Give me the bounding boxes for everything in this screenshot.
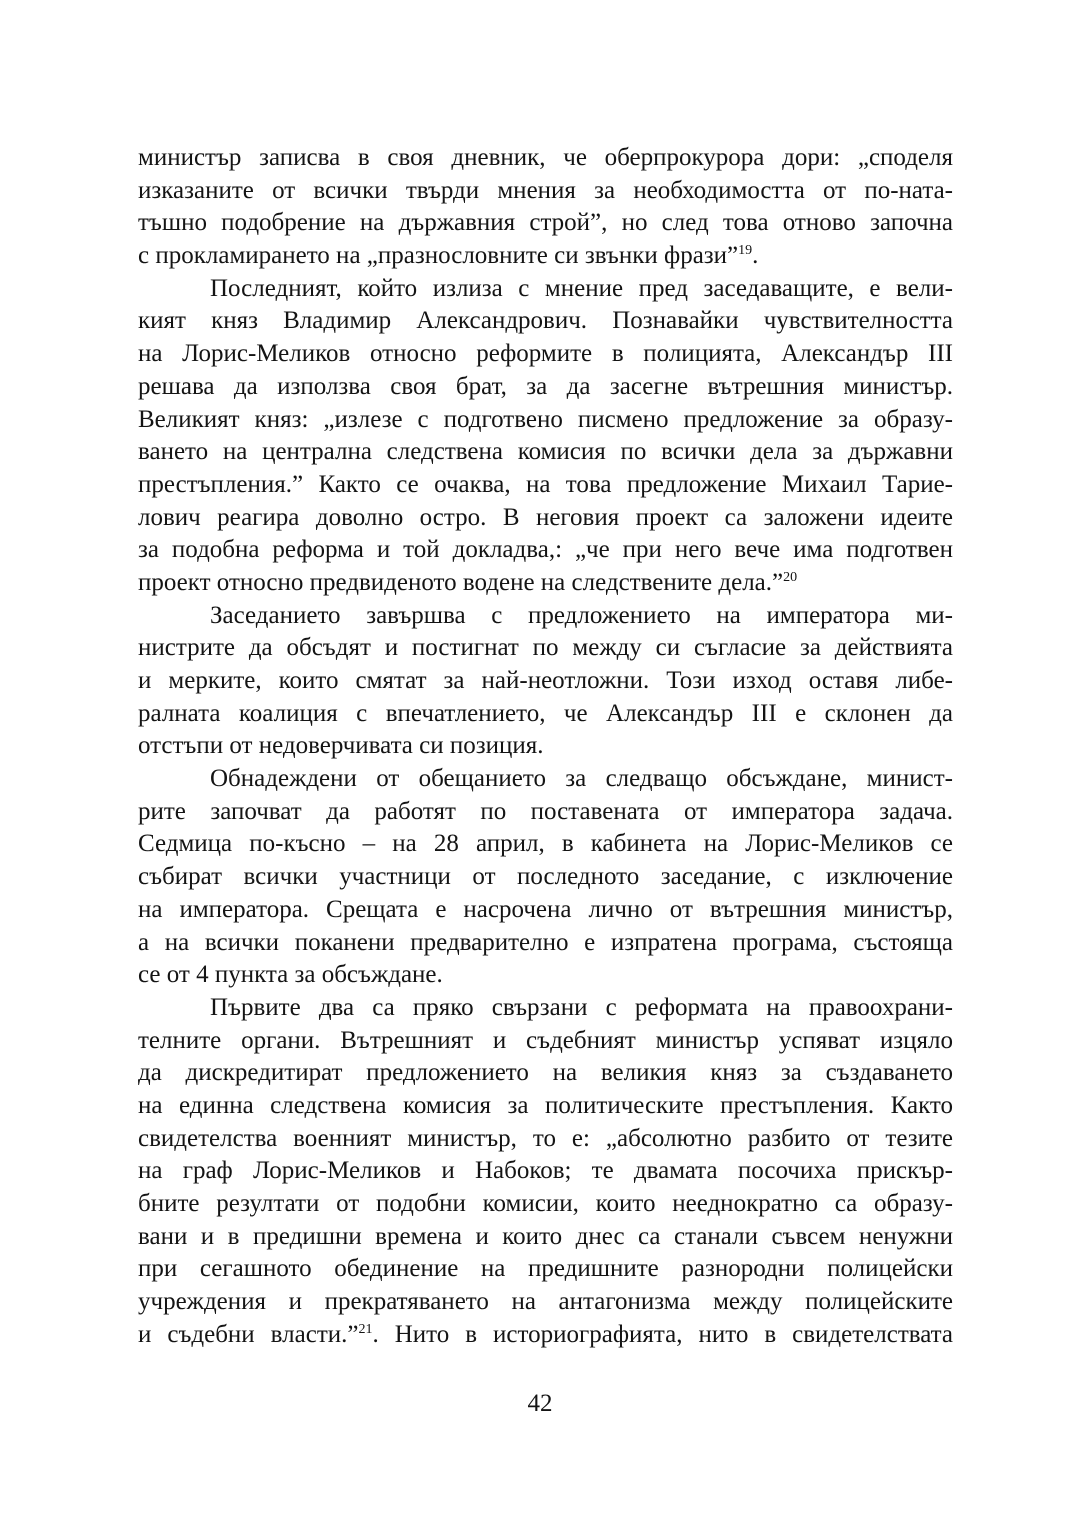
text-line: [138, 796, 953, 829]
line-text: да дискредитират предложението на великия княз за създаването: [138, 1059, 953, 1087]
text-line: [138, 142, 953, 175]
text-line: [138, 1221, 953, 1254]
text-line: [138, 371, 953, 404]
line-text: Обнадеждени от обещанието за следващо обсъждане, минист-: [210, 765, 953, 793]
line-text: изказаните от всички твърди мнения за необходимостта от по-ната-: [138, 176, 953, 204]
line-text: учреждения и прекратяването на антагонизма между полицейските: [138, 1288, 953, 1316]
line-text: при сегашното обединение на предишните разнородни полицейски: [138, 1255, 953, 1283]
line-text: за подобна реформа и той докладва,: „че при него вече има подготвен: [138, 536, 953, 564]
text-line: [138, 273, 953, 306]
text-line: [138, 502, 953, 535]
line-text: проект относно предвиденото водене на следствените дела.”: [138, 568, 784, 596]
text-line: [138, 1188, 953, 1221]
text-line: [138, 436, 953, 469]
text-line: [138, 665, 953, 698]
line-text: министър записва в своя дневник, че оберпрокурора дори: „споделя: [138, 144, 953, 171]
text-line: [138, 698, 953, 731]
text-line: [138, 207, 953, 240]
text-line: [138, 469, 953, 502]
text-line: [138, 1090, 953, 1123]
text-line: [138, 338, 953, 371]
line-text: ралната коалиция с впечатлението, че Александър III е склонен да: [138, 699, 953, 727]
line-text: свидетелства военният министър, то е: „абсолютно разбито от тезите: [138, 1124, 953, 1152]
text-line: [138, 632, 953, 665]
line-text: кият княз Владимир Александрович. Познавайки чувствителността: [138, 307, 953, 335]
text-line: [138, 1057, 953, 1090]
paragraph: [138, 142, 953, 273]
line-text: и съдебни власти.”: [138, 1320, 359, 1348]
text-line: [138, 1286, 953, 1319]
line-text: на граф Лорис-Меликов и Набоков; те двамата посочиха прискър-: [138, 1157, 953, 1185]
line-text: с прокламирането на „празнословните си звънки фрази”: [138, 242, 739, 270]
text-line: [138, 730, 953, 763]
text-line: [138, 1155, 953, 1188]
line-text: рите започват да работят по поставената от императора задача.: [138, 797, 953, 825]
paragraph: [138, 273, 953, 600]
paragraph: [138, 600, 953, 763]
text-line: [138, 861, 953, 894]
footnote-reference: 20: [783, 569, 798, 585]
line-text: Последният, който излиза с мнение пред заседаващите, е вели-: [210, 274, 953, 302]
line-text: събират всички участници от последното заседание, с изключение: [138, 863, 953, 891]
line-text: отстъпи от недоверчивата си позиция.: [138, 732, 544, 760]
line-text: се от 4 пункта за обсъждане.: [138, 961, 443, 989]
paragraph: [138, 763, 953, 992]
text-line: [138, 959, 953, 992]
text-line: [138, 240, 953, 273]
text-line: [138, 828, 953, 861]
line-text: лович реагира доволно остро. В неговия проект са заложени идеите: [138, 503, 953, 531]
line-text: и мерките, които смятат за най-неотложни. Този изход оставя либе-: [138, 667, 953, 694]
line-text: а на всички поканени предварително е изпратена програма, състояща: [138, 928, 953, 956]
text-line: [138, 600, 953, 633]
line-text: бните резултати от подобни комисии, които нееднократно са образу-: [138, 1190, 953, 1217]
text-line: [138, 1319, 953, 1352]
line-text-continuation: . Нито в историографията, нито в свидетелствата: [372, 1320, 953, 1348]
footnote-reference: 21: [358, 1321, 373, 1337]
text-line: [138, 894, 953, 927]
line-text: телните органи. Вътрешният и съдебният министър успяват изцяло: [138, 1026, 953, 1054]
text-line: [138, 567, 953, 600]
line-text: Седмица по-късно – на 28 април, в кабинета на Лорис-Меликов се: [138, 830, 953, 858]
line-text: Великият княз: „излезе с подготвено писмено предложение за образу-: [138, 405, 953, 433]
line-text-continuation: .: [752, 242, 759, 270]
line-text: на Лорис-Меликов относно реформите в полицията, Александър III: [138, 340, 953, 368]
text-line: [138, 763, 953, 796]
line-text: престъпления.” Както се очаква, на това предложение Михаил Тарие-: [138, 470, 953, 498]
paragraph: [138, 992, 953, 1352]
line-text: решава да използва своя брат, за да засегне вътрешния министър.: [138, 372, 953, 400]
footnote-reference: 19: [738, 243, 753, 259]
line-text: ването на централна следствена комисия по всички дела за държавни: [138, 438, 953, 466]
line-text: Заседанието завършва с предложението на императора ми-: [210, 601, 953, 629]
text-line: [138, 927, 953, 960]
page-body: [138, 142, 953, 1351]
line-text: на императора. Срещата е насрочена лично от вътрешния министър,: [138, 895, 953, 923]
line-text: Първите два са пряко свързани с реформата на правоохрани-: [210, 993, 953, 1021]
page-number: 42: [527, 1390, 553, 1417]
text-line: [138, 992, 953, 1025]
text-line: [138, 1253, 953, 1286]
text-line: [138, 404, 953, 437]
text-line: [138, 534, 953, 567]
line-text: на единна следствена комисия за политическите престъпления. Както: [138, 1091, 953, 1119]
line-text: вани и в предишни времена и които днес са станали съвсем ненужни: [138, 1222, 953, 1250]
text-line: [138, 1123, 953, 1156]
line-text: тъшно подобрение на държавния строй”, но след това отново започна: [138, 209, 953, 237]
text-line: [138, 175, 953, 208]
line-text: нистрите да обсъдят и постигнат по между си съгласие за действията: [138, 634, 953, 662]
text-line: [138, 305, 953, 338]
text-line: [138, 1025, 953, 1058]
